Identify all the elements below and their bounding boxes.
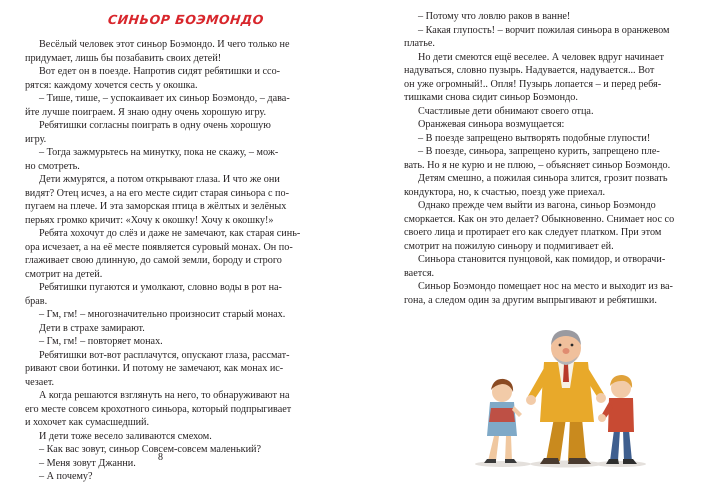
text-line: – Тогда зажмурьтесь на минутку, пока не скажу, – мож-	[39, 147, 279, 158]
father-figure	[526, 330, 606, 464]
text-line: ора исчезает, а на её месте появляется суровый монах. Он по-	[25, 241, 293, 253]
text-line: чезает.	[25, 376, 55, 388]
girl-figure	[484, 379, 522, 463]
text-line: Ребята хохочут до слёз и даже не замечают, как старая синь-	[39, 228, 301, 239]
text-line: – Меня зовут Джанни.	[39, 457, 136, 469]
text-line: – Гм, гм! – многозначительно произносит старый монах.	[39, 309, 286, 320]
text-line: Счастливые дети обнимают своего отца.	[418, 105, 594, 117]
text-line: он уже огромный!.. Опля! Пузырь лопается – и перед ребя-	[404, 78, 662, 90]
right-column-text	[404, 10, 695, 307]
text-line: брав.	[25, 295, 48, 307]
text-line: вается.	[404, 267, 435, 279]
text-line: смотрит на детей.	[25, 268, 103, 280]
text-line: своего лица и протирает его как следует платком. При этом	[404, 227, 662, 238]
text-line: гона, а следом один за другим выпрыгивают и ребятишки.	[404, 294, 657, 306]
text-line: ривают свои ботинки. И потому не замечают, как монах ис-	[25, 363, 284, 374]
text-line: платье.	[404, 38, 435, 49]
text-line: И дети тоже весело заливаются смехом.	[39, 430, 212, 442]
text-line: Синьора становится пунцовой, как помидор, и отворачи-	[418, 254, 666, 265]
text-line: пугаем на плече. И эта заморская птица в жёлтых и зелёных	[25, 201, 287, 212]
text-line: – Какая глупость! – ворчит пожилая синьора в оранжевом	[418, 24, 670, 36]
text-line: и хохочет как сумасшедший.	[25, 417, 150, 428]
text-line: Но дети смеются ещё веселее. А человек вдруг начинает	[418, 51, 664, 63]
text-line: Ребятишки пугаются и умолкают, словно воды в рот на-	[39, 282, 282, 293]
text-line: глаживает свою длинную, до самой земли, бороду и строго	[25, 255, 282, 266]
text-line: перьях громко кричит: «Хочу к окошку! Хочу к окошку!»	[25, 214, 274, 226]
text-line: Синьор Боэмондо помещает нос на место и выходит из ва-	[418, 281, 673, 292]
text-line: – Гм, гм! – повторяет монах.	[39, 336, 163, 347]
ground-shadows	[475, 461, 646, 468]
text-line: Вот едет он в поезде. Напротив сидят ребятишки и ссо-	[39, 66, 281, 77]
text-line: вать. Но я не курю и не плюю, – объясняет синьор Боэмондо.	[404, 159, 671, 171]
family-illustration	[458, 318, 668, 470]
text-line: Дети жмурятся, а потом открывают глаза. И что же они	[39, 174, 280, 185]
text-line: сморкается. Как он это делает? Обыкновенно. Снимает нос со	[404, 213, 675, 225]
page-number: 8	[158, 452, 163, 463]
text-line: Однако прежде чем выйти из вагона, синьор Боэмондо	[418, 200, 656, 211]
text-line: видят? Отец исчез, а на его месте сидит старая синьора с по-	[25, 187, 289, 199]
text-line: надуваться, словно пузырь. Надувается, надувается... Вот	[404, 65, 655, 76]
text-line: тишками снова сидит синьор Боэмондо.	[404, 92, 578, 103]
text-line: йте лучше поиграем. Я знаю одну очень хорошую игру.	[25, 106, 267, 118]
text-line: Ребятишки согласны поиграть в одну очень хорошую	[39, 120, 271, 131]
text-line: – Потому что ловлю раков в ванне!	[418, 11, 571, 22]
boy-figure	[598, 375, 637, 464]
text-line: его месте совсем крохотного синьора, который подпрыгивает	[25, 403, 292, 415]
left-page	[0, 0, 360, 482]
text-line: Дети в страхе замирают.	[39, 322, 145, 334]
text-line: смотрит на пожилую синьору и подмигивает ей.	[404, 240, 614, 252]
text-line: придумает, лишь бы позабавить своих детей!	[25, 52, 222, 64]
text-line: – Тише, тише, – успокаивает их синьор Боэмондо, – дава-	[39, 93, 290, 104]
text-line: Детям смешно, а пожилая синьора злится, грозит позвать	[418, 173, 668, 184]
text-line: но смотреть.	[25, 160, 80, 172]
left-column-text	[25, 38, 339, 484]
text-line: рятся: каждому хочется сесть у окошка.	[25, 79, 198, 91]
text-line: – А почему?	[39, 471, 93, 482]
text-line: – В поезде запрещено вытворять подобные глупости!	[418, 132, 651, 144]
text-line: – В поезде, синьора, запрещено курить, запрещено пле-	[418, 146, 660, 157]
text-line: Весёлый человек этот синьор Боэмондо. И чего только не	[39, 39, 290, 50]
text-line: Ребятишки вот-вот расплачутся, опускают глаза, рассмат-	[39, 349, 290, 361]
text-line: Оранжевая синьора возмущается:	[418, 119, 565, 130]
text-line: – Как вас зовут, синьор Совсем-совсем маленький?	[39, 444, 262, 455]
text-line: игру.	[25, 133, 47, 145]
chapter-title: СИНЬОР БОЭМОНДО	[107, 12, 265, 27]
text-line: А когда решаются взглянуть на него, то обнаруживают на	[39, 390, 290, 401]
text-line: кондуктора, но, к счастью, поезд уже приехал.	[404, 186, 606, 198]
